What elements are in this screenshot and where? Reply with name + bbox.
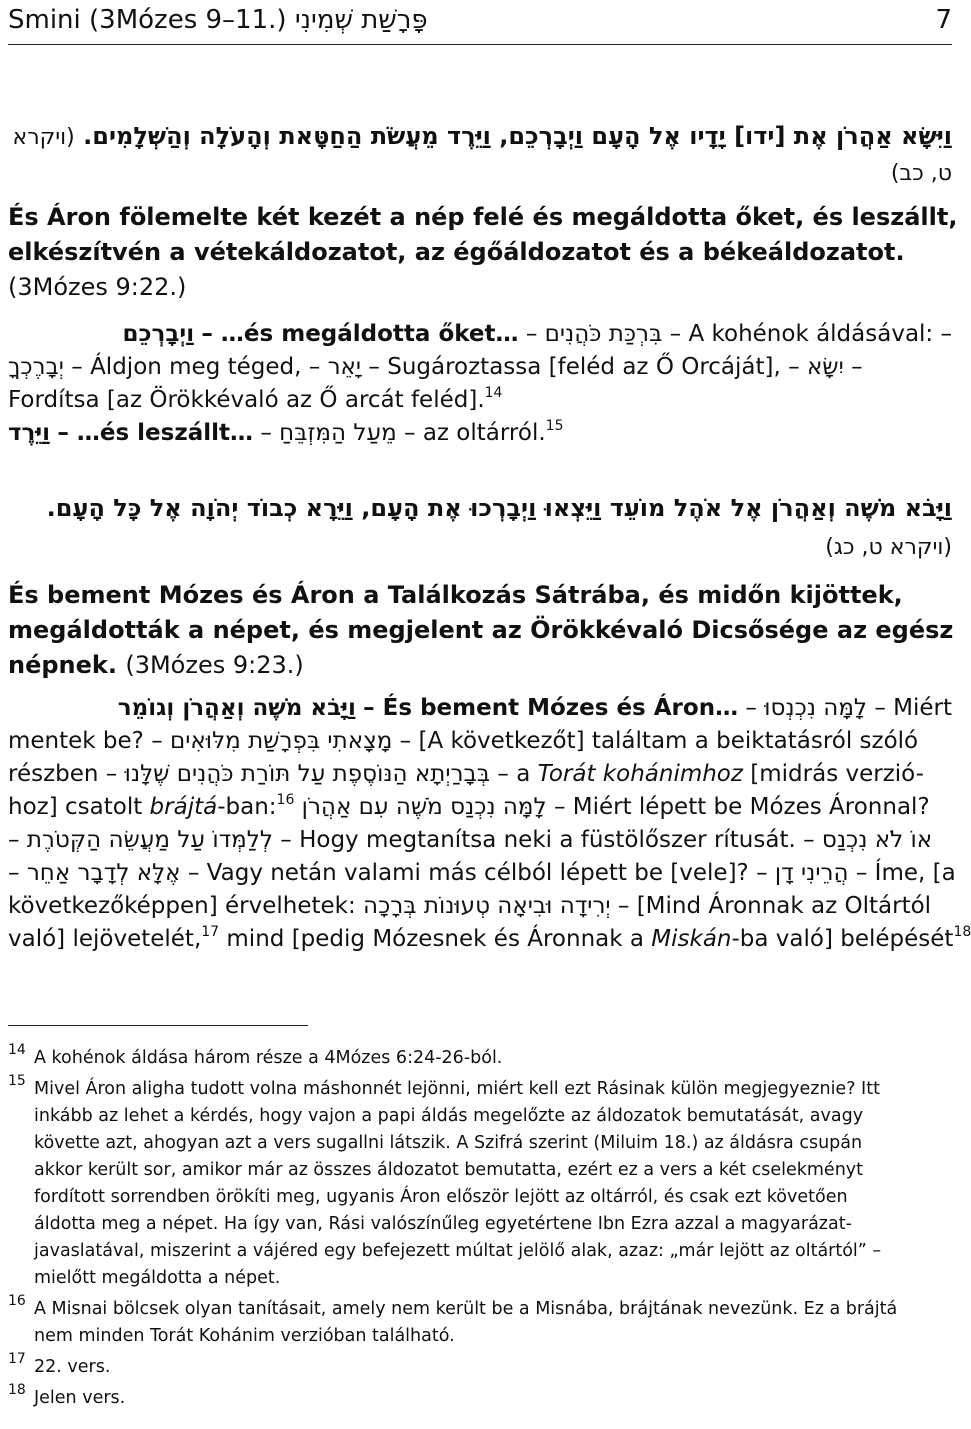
- verse-hebrew-2-ref-text: (ויקרא ט, כג): [825, 535, 952, 560]
- gloss: mind [pedig Mózesnek és Áronnak a: [226, 926, 644, 952]
- commentary-2-line-4: [8, 791, 952, 824]
- footnote-text: [34, 1296, 952, 1350]
- footnote-number: 16: [8, 1293, 26, 1309]
- dash: –: [851, 354, 863, 380]
- footnote-line: 22. vers.: [34, 1357, 111, 1377]
- footnote-text: [34, 1354, 952, 1381]
- commentary-1-line-1: [8, 318, 952, 351]
- header-title-hebrew: פָּרָשַׁת שְׁמִינִי: [294, 5, 428, 35]
- footnote-number: 18: [8, 1382, 26, 1398]
- gloss: részben –: [8, 761, 118, 787]
- heb-term: וַיְבָרְכֵם: [122, 321, 195, 347]
- footnote-ref[interactable]: 18: [953, 924, 971, 940]
- heb-term: מֵעַל הַמִּזְבֵּחַ: [279, 420, 397, 446]
- footnote: [8, 1351, 952, 1381]
- translation-2: [8, 578, 952, 683]
- footnote-rule: [8, 1025, 308, 1026]
- heb-term: יִשָּׂא: [806, 354, 844, 380]
- page-header: [8, 2, 952, 42]
- heb-term: לָמָּה נִכְנְסוּ: [764, 695, 868, 721]
- footnote-line: nem minden Torát Kohánim verzióban található.: [34, 1326, 455, 1346]
- lemma: – …és megáldotta őket…: [201, 321, 519, 347]
- footnote-line: fordított sorrendben örökíti meg, ugyanis Áron először lejött az oltárról, és csak ezt követően: [34, 1187, 848, 1207]
- translation-1-line-1: És Áron fölemelte két kezét a nép felé és megáldotta őket, és leszállt,: [8, 203, 958, 231]
- footnote-line: mielőtt megáldotta a népet.: [34, 1268, 281, 1288]
- footnote-number: 17: [8, 1351, 26, 1367]
- dash: –: [260, 420, 272, 446]
- translation-2-line-1: És bement Mózes és Áron a Találkozás Sátrába, és midőn kijöttek,: [8, 581, 903, 609]
- footnote-text: [34, 1076, 952, 1292]
- verse-hebrew-1-ref: [8, 154, 952, 192]
- footnote-number: 14: [8, 1042, 26, 1058]
- gloss: való] lejövetelét,: [8, 926, 202, 952]
- commentary-2-line-1: [8, 692, 952, 725]
- dash: –: [8, 827, 20, 853]
- commentary-1-line-4: [8, 417, 952, 450]
- gloss: – az oltárról.: [404, 420, 546, 446]
- heb-term: יָאֵר: [327, 354, 362, 380]
- translation-2-source: (3Mózes 9:23.): [125, 651, 304, 679]
- footnote-line: követte azt, ahogyan azt a vers sugallni látszik. A Szifrá szerint (Miluim 18.) az áldásra csupán: [34, 1133, 863, 1153]
- lemma: – …és leszállt…: [57, 420, 254, 446]
- gloss: – Íme, [a: [855, 860, 956, 886]
- footnote: [8, 1293, 952, 1350]
- translation-2-line-3-text: népnek.: [8, 651, 117, 679]
- commentary-2-line-3: [8, 758, 952, 791]
- footnote-text: [34, 1045, 952, 1072]
- commentary-2-line-6: [8, 857, 956, 890]
- heb-term: וַיֵּרֶד: [8, 420, 51, 446]
- footnote-line: javaslatával, miszerint a vájéred egy befejezett múltat jelölő alak, azaz: „már lejött az oltártól” –: [34, 1241, 882, 1261]
- gloss: hoz] csatolt: [8, 794, 143, 820]
- translation-1: [8, 200, 958, 305]
- gloss: – [Mind Áronnak az Oltártól: [617, 893, 932, 919]
- translation-1-line-2: elkészítvén a vétekáldozatot, az égőáldozatot és a békeáldozatot.: [8, 238, 905, 266]
- heb-term: מָצָאתִי בִּפְרָשַׁת מִלּוּאִים: [170, 728, 393, 754]
- heb-term: יְרִידָה וּבִיאָה טְעוּנוֹת בְּרָכָה: [363, 893, 611, 919]
- footnote-line: Mivel Áron aligha tudott volna máshonnét lejönni, miért kell ezt Rásinak külön megjegyeznie? Itt: [34, 1079, 880, 1099]
- footnote: [8, 1073, 952, 1292]
- heb-term: וַיָּבֹא מֹשֶׁה וְאַהֲרֹן וְגוֹמֵר: [117, 695, 356, 721]
- heb-term: יְבָרֶכְךָ: [8, 354, 64, 380]
- footnote-line: A Misnai bölcsek olyan tanításait, amely nem került be a Misnába, brájtának nevezünk. Ez a brájtá: [34, 1299, 898, 1319]
- footnote-line: akkor került sor, amikor már az összes áldozatot bemutatta, ezért ez a vers a két cselekményt: [34, 1160, 864, 1180]
- lemma: – És bement Mózes és Áron…: [363, 695, 739, 721]
- heb-term: בִּרְכַּת כֹּהֲנִים: [544, 321, 663, 347]
- verse-hebrew-1-ref-a: (ויקרא: [12, 125, 75, 150]
- footnote-ref[interactable]: 17: [201, 924, 220, 940]
- footnote: [8, 1042, 952, 1072]
- gloss: -ba való] belépését: [731, 926, 954, 952]
- gloss: – Miért: [874, 695, 952, 721]
- heb-term: הֲרֵינִי דָן: [774, 860, 849, 886]
- heb-term: לְלַמְּדוֹ עַל מַעֲשֵׂה הַקְּטֹרֶת: [26, 827, 273, 853]
- gloss: -ban:: [217, 794, 277, 820]
- footnote-text: [34, 1385, 952, 1412]
- dash: –: [525, 321, 538, 347]
- gloss: – [A következőt] találtam a beiktatásról szóló: [399, 728, 919, 754]
- commentary-2: [8, 692, 971, 956]
- dash: –: [745, 695, 757, 721]
- footnote: [8, 1382, 952, 1412]
- page-number: 7: [935, 5, 952, 35]
- gloss: [midrás verzió-: [750, 761, 924, 787]
- footnote-ref[interactable]: 15: [545, 418, 564, 434]
- footnote-line: A kohénok áldása három része a 4Mózes 6:24-26-ból.: [34, 1048, 503, 1068]
- term-italic: brájtá: [149, 794, 218, 820]
- verse-hebrew-1: [8, 118, 952, 156]
- footnotes: [8, 1042, 952, 1416]
- footnote-line: Jelen vers.: [34, 1388, 126, 1408]
- verse-hebrew-2-text: וַיָּבֹא מֹשֶׁה וְאַהֲרֹן אֶל אֹהֶל מוֹעֵד וַיֵּצְאוּ וַיְבָרְכוּ אֶת הָעָם, וַיֵּרָא כְבוֹד יְהֹוָה אֶל כָּל הָעָם.: [46, 494, 952, 522]
- commentary-1-line-2: [8, 351, 952, 384]
- verse-hebrew-1-ref-b: ט, כב): [890, 161, 952, 186]
- translation-2-line-3: [8, 648, 952, 683]
- commentary-1: [8, 318, 952, 450]
- footnote-number: 15: [8, 1073, 26, 1089]
- gloss: – Vagy netán valami más célból lépett be [vele]? –: [187, 860, 768, 886]
- verse-hebrew-1-text: וַיִּשָּׂא אַהֲרֹן אֶת [ידו] יָדָיו אֶל הָעָם וַיְבָרְכֵם, וַיֵּרֶד מֵעֲשֹׂת הַחַטָּאת וְהָעֹלָה וְהַשְּׁלָמִים.: [83, 122, 952, 150]
- gloss: – Hogy megtanítsa neki a füstölőszer rítusát. –: [280, 827, 815, 853]
- term-italic: Miskán: [651, 926, 732, 952]
- commentary-2-line-2: [8, 725, 952, 758]
- dash: –: [8, 860, 20, 886]
- gloss: – Miért lépett be Mózes Áronnal?: [553, 794, 930, 820]
- footnote-line: áldotta meg a népet. Ha így van, Rási valószínűleg egyetértene Ibn Ezra azzal a magyarázat-: [34, 1214, 852, 1234]
- gloss: – Sugároztassa [feléd az Ő Orcáját], –: [368, 354, 800, 380]
- commentary-2-line-8: [8, 923, 971, 956]
- gloss: – A kohénok áldásával: –: [669, 321, 952, 347]
- footnote-ref[interactable]: 14: [484, 385, 503, 401]
- commentary-2-line-5: [8, 824, 952, 857]
- footnote-line: inkább az lehet a kérdés, hogy vajon a papi áldás megelőzte az áldozatok bemutatását, avagy: [34, 1106, 864, 1126]
- commentary-1-line-3: [8, 384, 952, 417]
- gloss: – Áldjon meg téged, –: [71, 354, 321, 380]
- translation-1-source: (3Mózes 9:22.): [8, 273, 187, 301]
- heb-term: לָמָּה נִכְנַס מֹשֶׁה עִם אַהֲרֹן: [301, 794, 547, 820]
- gloss: Fordítsa [az Örökkévaló az Ő arcát feléd].: [8, 387, 485, 413]
- header-rule: [8, 44, 952, 45]
- verse-hebrew-2: [8, 490, 952, 527]
- header-title: [8, 2, 428, 38]
- commentary-2-line-7: [8, 890, 952, 923]
- verse-hebrew-2-ref: [8, 528, 952, 566]
- heb-term: בְּבָרַיְתָא הַנּוֹסֶפֶת עַל תּוֹרַת כֹּהֲנִים שֶׁלָּנוּ: [124, 761, 491, 787]
- gloss: – a: [497, 761, 531, 787]
- footnote-ref[interactable]: 16: [276, 792, 295, 808]
- gloss: következőképpen] érvelhetek:: [8, 893, 356, 919]
- heb-term: אוֹ לֹא נִכְנַס: [821, 827, 933, 853]
- title-italic: Torát kohánimhoz: [537, 761, 743, 787]
- translation-2-line-2: megáldották a népet, és megjelent az Örökkévaló Dicsősége az egész: [8, 616, 954, 644]
- gloss: mentek be? –: [8, 728, 163, 754]
- heb-term: אֶלָּא לְדָבָר אַחֵר: [26, 860, 181, 886]
- header-title-latin: Smini (3Mózes 9–11.): [8, 5, 287, 35]
